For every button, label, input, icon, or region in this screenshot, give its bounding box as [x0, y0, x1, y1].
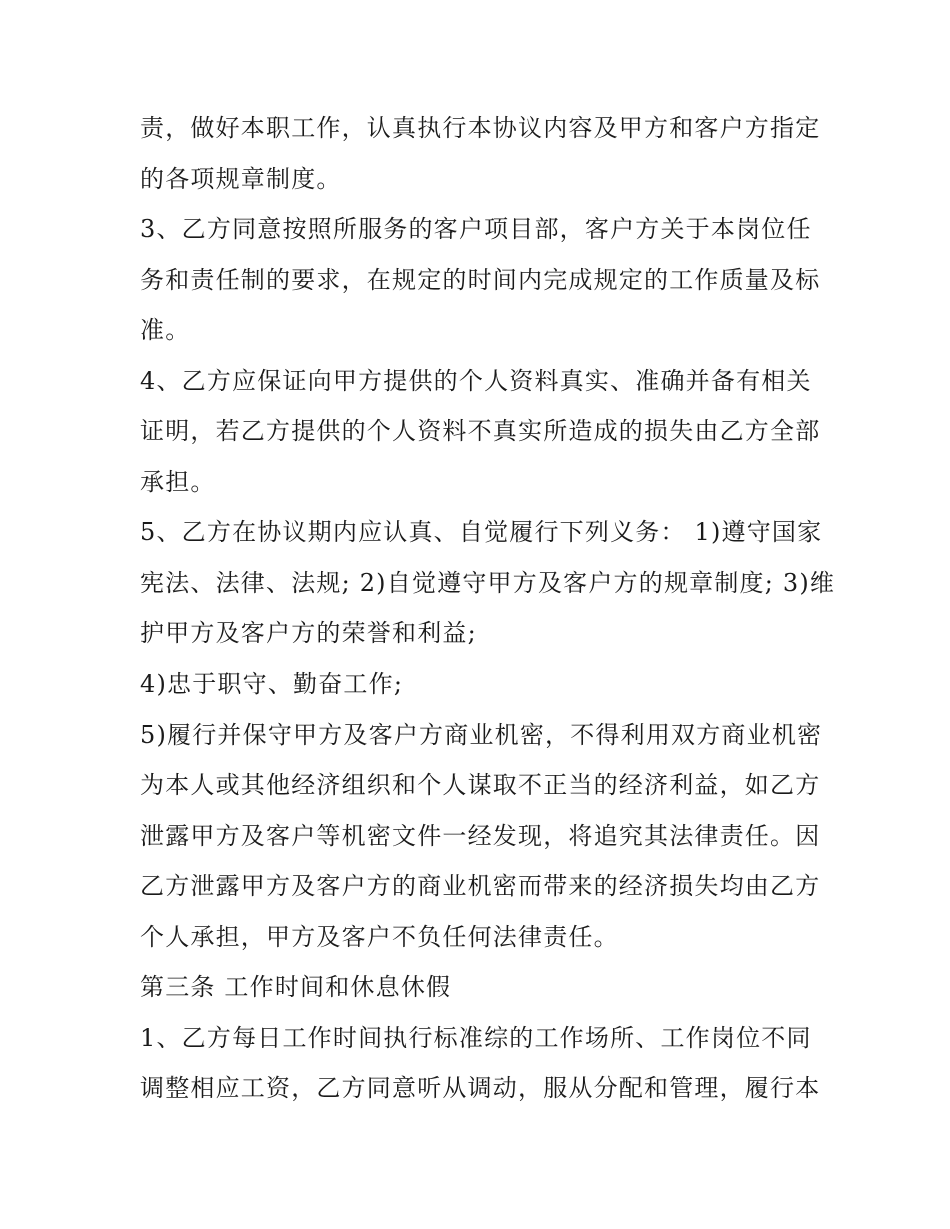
text-line: 4、乙方应保证向甲方提供的个人资料真实、准确并备有相关 — [140, 367, 812, 395]
text-line: 为本人或其他经济组织和个人谋取不正当的经济利益，如乙方 — [140, 771, 821, 799]
text-line: 5、乙方在协议期内应认真、自觉履行下列义务： 1)遵守国家 — [140, 518, 823, 546]
text-line: 乙方泄露甲方及客户方的商业机密而带来的经济损失均由乙方 — [140, 872, 821, 900]
text-line: 调整相应工资，乙方同意听从调动，服从分配和管理，履行本 — [140, 1074, 821, 1102]
text-line: 个人承担，甲方及客户不负任何法律责任。 — [140, 923, 619, 951]
text-line: 的各项规章制度。 — [140, 165, 342, 193]
text-line: 证明，若乙方提供的个人资料不真实所造成的损失由乙方全部 — [140, 417, 821, 445]
text-line: 1、乙方每日工作时间执行标准综的工作场所、工作岗位不同 — [140, 1024, 812, 1052]
text-line: 护甲方及客户方的荣誉和利益; — [140, 619, 477, 647]
text-line: 责，做好本职工作，认真执行本协议内容及甲方和客户方指定 — [140, 114, 821, 142]
text-line: 承担。 — [140, 468, 216, 496]
text-line: 务和责任制的要求，在规定的时间内完成规定的工作质量及标 — [140, 266, 821, 294]
text-line: 准。 — [140, 316, 191, 344]
text-line: 宪法、法律、法规; 2)自觉遵守甲方及客户方的规章制度; 3)维 — [140, 569, 836, 597]
section-heading: 第三条 工作时间和休息休假 — [140, 973, 452, 1001]
text-line: 5)履行并保守甲方及客户方商业机密，不得利用双方商业机密 — [140, 721, 823, 749]
text-line: 3、乙方同意按照所服务的客户项目部，客户方关于本岗位任 — [140, 215, 812, 243]
text-line: 4)忠于职守、勤奋工作; — [140, 670, 404, 698]
text-line: 泄露甲方及客户等机密文件一经发现，将追究其法律责任。因 — [140, 822, 821, 850]
